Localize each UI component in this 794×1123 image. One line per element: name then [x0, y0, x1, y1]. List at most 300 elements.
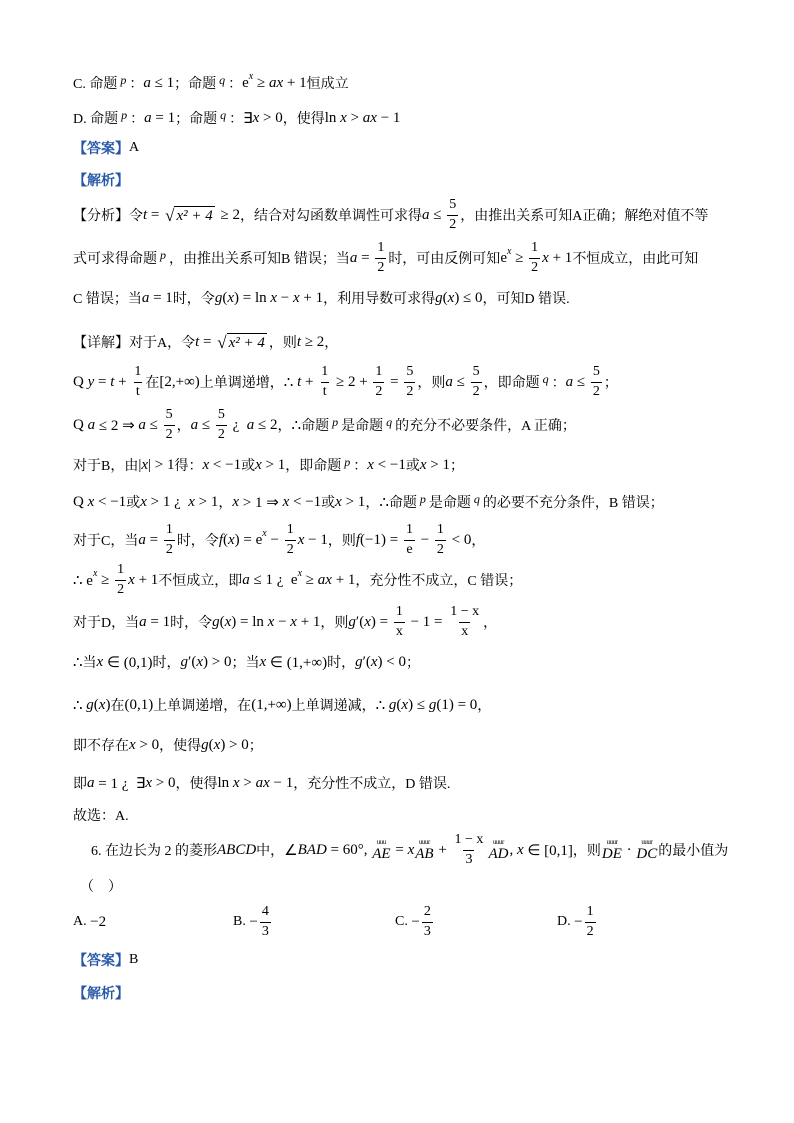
text-run: ，则: [327, 534, 356, 549]
proposition-variable: q: [542, 371, 549, 386]
fraction-numerator: 1: [436, 522, 444, 538]
math-run: ≤: [145, 416, 162, 433]
text-line: [73, 602, 497, 642]
text-line: [73, 63, 349, 103]
math-run: ∴: [291, 417, 302, 434]
text-run: ：: [353, 459, 368, 474]
math-variable: t: [297, 373, 302, 390]
text-run: ，利用导数可求得: [323, 292, 436, 307]
section-label: 【解析】: [73, 174, 129, 189]
fraction-numerator: 5: [592, 364, 600, 380]
text-line: [73, 763, 450, 803]
vector: [488, 839, 508, 862]
text-line: [73, 973, 129, 1013]
math-run: ≤ 1: [150, 74, 175, 91]
text-run: 的充分不必要条件，A 正确；: [395, 419, 576, 434]
fraction-numerator: 1: [405, 522, 413, 538]
answer-option: [73, 902, 106, 942]
math-variable: x: [255, 456, 262, 473]
text-run: 中，: [256, 844, 285, 859]
math-run: +: [301, 373, 318, 390]
text-run: 时，可由反例可知: [388, 252, 501, 267]
fraction-denominator: x: [395, 623, 403, 639]
math-run: ∃: [243, 110, 253, 127]
fraction: [453, 832, 486, 867]
fraction: [448, 604, 481, 639]
math-run: > 0: [135, 736, 160, 753]
fraction: [404, 364, 415, 399]
fraction-denominator: 2: [217, 426, 225, 442]
math-variable: x: [447, 289, 455, 306]
vector-name: AB: [415, 845, 434, 862]
math-run: | > 1: [148, 456, 175, 473]
fraction-numerator: 1: [586, 904, 594, 920]
math-run: > 1: [341, 493, 366, 510]
text-run: C 错误；当: [73, 292, 142, 307]
math-variable: x: [87, 493, 95, 510]
math-run: − 1: [269, 774, 294, 791]
fraction: [164, 407, 175, 442]
text-run: ：: [229, 112, 244, 127]
math-run: −: [277, 289, 293, 306]
text-run: D.: [557, 914, 575, 929]
text-run: D. 命题: [73, 112, 119, 127]
text-run: ，则: [572, 844, 601, 859]
math-run: ≤ 1 ¿ e: [249, 571, 298, 588]
vector-mark: uuur: [606, 837, 618, 846]
fraction: [447, 197, 458, 232]
text-run: 是命题: [341, 419, 384, 434]
text-run: ：: [228, 77, 243, 92]
text-run: ：: [551, 376, 566, 391]
fraction-numerator: 2: [423, 904, 431, 920]
answer-option: [233, 902, 273, 942]
text-run: （ ）: [80, 880, 122, 895]
math-run: = 1: [146, 613, 171, 630]
fraction-denominator: 2: [375, 383, 383, 399]
math-variable: BAD: [297, 841, 327, 858]
math-run: ≤: [198, 416, 214, 433]
math-variable: x: [227, 289, 234, 306]
text-run: 上单调递减，: [291, 699, 376, 714]
math-run: ¿: [228, 416, 247, 433]
fraction-numerator: 1: [377, 240, 385, 256]
math-run: > 1: [194, 493, 219, 510]
math-run: ) > 0: [202, 653, 232, 670]
math-variable: x: [335, 493, 342, 510]
math-variable: a: [242, 571, 250, 588]
math-variable: g: [180, 653, 189, 670]
math-variable: x: [227, 531, 235, 548]
math-variable: x: [196, 653, 203, 670]
text-run: 不恒成立，即: [158, 574, 243, 589]
math-run: −: [266, 531, 283, 548]
text-run: B: [129, 952, 139, 967]
text-run: 或: [321, 496, 336, 511]
math-run: ≥ 2: [216, 206, 240, 223]
text-run: ，结合对勾函数单调性可求得: [240, 209, 422, 224]
math-run: Q: [73, 493, 88, 510]
math-run: ≤ 2 ⇒: [95, 417, 139, 434]
math-run: (: [93, 696, 99, 713]
math-run: (1) = 0: [436, 696, 478, 713]
math-run: + 1: [331, 571, 356, 588]
math-variable: x: [232, 774, 240, 791]
math-run: ′(: [188, 653, 197, 670]
math-variable: ABCD: [217, 841, 257, 858]
text-run: 【分析】令: [73, 209, 143, 224]
math-variable: g: [428, 696, 437, 713]
vector-name: DE: [601, 845, 622, 862]
text-line: [73, 405, 576, 445]
text-run: ；命题: [175, 112, 218, 127]
math-run: (: [219, 613, 225, 630]
radicand: √ x² + 4: [228, 334, 265, 351]
text-run: ，则: [417, 376, 446, 391]
text-line: [73, 278, 570, 318]
square-root: [165, 206, 215, 225]
text-run: ；: [603, 376, 618, 391]
math-variable: x: [145, 774, 153, 791]
fraction-numerator: 5: [165, 407, 173, 423]
superscript: x: [248, 70, 254, 82]
math-variable: x: [96, 653, 104, 670]
math-run: >: [239, 774, 256, 791]
fraction: [115, 562, 126, 597]
math-run: ) ≤ 0: [454, 289, 483, 306]
math-run: ) = e: [234, 531, 263, 548]
fraction: [591, 364, 602, 399]
fraction: [585, 904, 596, 939]
text-run: 故选：A.: [73, 809, 129, 824]
fraction-denominator: 3: [465, 851, 473, 867]
math-run: < −1: [94, 493, 127, 510]
math-variable: g: [388, 696, 397, 713]
math-run: ln: [217, 774, 233, 791]
vector-name: AD: [488, 845, 509, 862]
fraction-denominator: 2: [165, 426, 173, 442]
math-variable: t: [110, 373, 115, 390]
math-run: e: [500, 249, 507, 266]
math-variable: g: [201, 736, 209, 753]
vector-name: DC: [636, 845, 658, 862]
math-run: ·: [622, 841, 636, 858]
math-run: ∈ [0,1]: [523, 842, 573, 859]
section-label: 【答案】: [73, 142, 129, 157]
fraction-numerator: 4: [261, 904, 269, 920]
proposition-variable: p: [332, 414, 339, 429]
math-run: ≥: [253, 74, 269, 91]
math-run: ∴ e: [73, 572, 93, 589]
fraction-denominator: 2: [449, 216, 457, 232]
text-line: [73, 445, 464, 485]
text-run: 即不存在: [73, 739, 129, 754]
text-line: [80, 866, 122, 906]
proposition-variable: q: [386, 414, 393, 429]
text-run: 不恒成立，由此可知: [572, 252, 699, 267]
math-run: = 1 ¿ ∃: [94, 775, 146, 792]
math-run: ≤: [573, 373, 589, 390]
math-run: (: [208, 736, 214, 753]
text-run: 上单调递增，在: [153, 699, 252, 714]
math-run: =: [147, 206, 164, 223]
math-variable: a: [87, 774, 95, 791]
section-label: 【解析】: [73, 987, 129, 1002]
math-run: + 1: [296, 613, 321, 630]
proposition-variable: p: [120, 72, 127, 87]
text-run: 或: [405, 459, 420, 474]
proposition-variable: p: [160, 247, 166, 262]
proposition-variable: p: [419, 491, 426, 506]
math-run: < −1: [209, 456, 242, 473]
text-run: ，充分性不成立，D 错误.: [293, 777, 451, 792]
fraction-denominator: 2: [165, 541, 173, 557]
proposition-variable: q: [473, 491, 480, 506]
math-run: + 1: [134, 571, 159, 588]
math-variable: a: [139, 613, 147, 630]
radicand: √ x² + 4: [176, 207, 213, 224]
fraction: [422, 904, 433, 939]
math-run: < −1: [289, 493, 322, 510]
text-run: ，则: [268, 336, 297, 351]
math-variable: g: [86, 696, 94, 713]
math-variable: g: [355, 653, 363, 670]
fraction: [285, 522, 296, 557]
text-run: 【详解】对于A，令: [73, 336, 196, 351]
math-variable: ax: [317, 571, 332, 588]
text-run: ，: [277, 419, 292, 434]
superscript: x: [262, 527, 267, 539]
text-run: ，使得: [175, 777, 218, 792]
fraction-numerator: 1: [286, 522, 294, 538]
math-variable: f: [218, 531, 223, 548]
math-run: = 60°,: [326, 841, 372, 858]
fraction-denominator: t: [135, 383, 140, 399]
math-variable: a: [143, 74, 151, 91]
math-variable: x: [419, 456, 427, 473]
math-run: ) = ln: [231, 613, 268, 630]
math-variable: x: [370, 653, 378, 670]
text-run: 时，: [327, 656, 356, 671]
math-variable: x: [542, 249, 549, 266]
fraction-denominator: 2: [406, 383, 414, 399]
math-variable: a: [349, 249, 358, 266]
text-run: 是命题: [428, 496, 471, 511]
math-variable: g: [435, 289, 443, 306]
math-variable: x: [270, 289, 278, 306]
math-variable: a: [246, 416, 255, 433]
math-run: −: [416, 531, 433, 548]
text-run: ；当: [231, 656, 260, 671]
fraction: [375, 240, 386, 275]
math-variable: x: [140, 493, 147, 510]
text-run: B.: [233, 914, 250, 929]
text-run: ，由推出关系可知A正确；解绝对值不等: [460, 209, 709, 224]
text-run: 对于C，当: [73, 534, 139, 549]
math-run: ∴: [73, 697, 87, 714]
math-run: < 0: [447, 531, 472, 548]
fraction-numerator: 1: [395, 604, 403, 620]
math-run: |: [138, 456, 142, 473]
text-run: 当: [82, 656, 97, 671]
math-variable: a: [190, 416, 199, 433]
vector-mark: uuur: [641, 837, 653, 846]
section-label: 【答案】: [73, 954, 129, 969]
text-run: ；命题: [174, 77, 217, 92]
math-run: +: [114, 373, 131, 390]
text-run: 时，令: [170, 616, 213, 631]
fraction-numerator: 1: [117, 562, 125, 578]
text-run: 对于B，由: [73, 459, 139, 474]
fraction-denominator: t: [322, 383, 327, 399]
text-run: 6. 在边长为 2 的菱形: [91, 844, 217, 859]
fraction-denominator: 2: [286, 541, 294, 557]
text-run: ：: [130, 112, 145, 127]
math-variable: x: [213, 736, 221, 753]
vector: [602, 839, 622, 862]
math-variable: x: [128, 571, 135, 588]
math-variable: ax: [362, 109, 377, 126]
vector: [372, 839, 390, 862]
fraction-denominator: x: [461, 623, 469, 639]
math-run: ∴: [283, 374, 298, 391]
text-run: 上单调递增，: [199, 376, 284, 391]
math-run: ln: [324, 109, 341, 126]
math-run: ∠: [284, 842, 298, 859]
math-run: + 1: [548, 249, 573, 266]
fraction-numerator: 1 − x: [450, 604, 480, 620]
text-run: ；: [248, 739, 263, 754]
math-variable: t: [296, 333, 302, 350]
text-run: ，可知D 错误.: [482, 292, 570, 307]
math-run: (−1) =: [360, 531, 402, 548]
text-line: [73, 195, 708, 235]
text-line: [91, 830, 728, 870]
math-variable: x: [259, 653, 267, 670]
text-run: 命题: [388, 496, 417, 511]
math-run: ≥: [511, 249, 528, 266]
math-run: > 0: [259, 109, 283, 126]
answer-option: [557, 902, 598, 942]
math-run: =: [94, 373, 111, 390]
math-run: (: [222, 289, 228, 306]
text-run: ：: [129, 77, 144, 92]
text-run: ，充分性不成立，C 错误；: [355, 574, 523, 589]
fraction: [164, 522, 175, 557]
math-variable: x: [98, 696, 106, 713]
math-variable: y: [87, 373, 95, 390]
math-run: > 1: [261, 456, 286, 473]
text-run: 时，: [152, 656, 181, 671]
text-line: [73, 362, 618, 402]
math-run: ≥: [97, 571, 114, 588]
text-run: 或: [241, 459, 256, 474]
text-run: 在: [110, 699, 125, 714]
math-run: e: [242, 74, 249, 91]
math-run: ): [105, 696, 111, 713]
text-run: 得：: [174, 459, 203, 474]
superscript: x: [297, 567, 303, 579]
text-run: ，使得: [282, 112, 325, 127]
vector: [415, 839, 433, 862]
math-run: + 1: [283, 74, 307, 91]
math-run: ≤: [452, 373, 469, 390]
math-variable: g: [212, 613, 220, 630]
math-variable: x: [129, 736, 136, 753]
math-variable: a: [138, 416, 146, 433]
math-variable: x: [401, 696, 409, 713]
math-run: (: [396, 696, 402, 713]
math-variable: t: [195, 333, 200, 350]
math-run: ≤: [429, 206, 446, 223]
math-run: =: [145, 531, 162, 548]
math-variable: a: [422, 206, 430, 223]
math-run: = 1: [151, 109, 176, 126]
text-run: ，: [483, 616, 498, 631]
fraction-numerator: 1: [165, 522, 173, 538]
math-variable: x: [293, 289, 300, 306]
proposition-variable: q: [220, 107, 227, 122]
text-run: ；: [449, 459, 464, 474]
text-run: ，即命题: [483, 376, 540, 391]
math-run: ∈ (1,+∞): [266, 654, 328, 671]
math-variable: x: [282, 493, 290, 510]
math-variable: x: [141, 456, 149, 473]
fraction-numerator: 1: [531, 240, 539, 256]
math-variable: t: [143, 206, 148, 223]
math-run: −: [574, 913, 583, 930]
text-run: 即: [73, 777, 87, 792]
text-run: ，: [218, 496, 233, 511]
fraction-denominator: 2: [117, 581, 125, 597]
math-run: ≥: [302, 571, 318, 588]
vector-mark: uuur: [493, 837, 504, 846]
math-run: ) =: [370, 613, 392, 630]
math-variable: x: [297, 531, 305, 548]
math-run: ) ≤: [408, 696, 429, 713]
vector-mark: uuur: [418, 837, 430, 846]
text-run: 命题: [301, 419, 330, 434]
text-run: ，: [477, 699, 492, 714]
proposition-variable: p: [344, 454, 351, 469]
answer-option: [395, 902, 435, 942]
math-run: ′(: [355, 613, 365, 630]
vector: [636, 839, 657, 862]
fraction: [529, 240, 540, 275]
fraction-denominator: 2: [592, 383, 600, 399]
fraction-numerator: 1: [375, 364, 383, 380]
math-variable: x: [267, 613, 275, 630]
math-run: (0,1): [124, 696, 154, 713]
fraction: [132, 364, 143, 399]
math-run: > 1 ⇒: [239, 494, 283, 511]
math-run: ≤ 2: [254, 416, 278, 433]
text-line: [73, 725, 263, 765]
fraction-numerator: 5: [449, 197, 457, 213]
text-line: [73, 520, 485, 560]
math-variable: f: [355, 531, 361, 548]
math-variable: x: [364, 613, 371, 630]
math-run: > 1 ¿: [146, 493, 189, 510]
math-run: (1,+∞): [251, 696, 292, 713]
text-line: [73, 685, 491, 725]
math-variable: x: [290, 613, 297, 630]
text-run: 时，令: [172, 292, 215, 307]
fraction: [471, 364, 482, 399]
math-variable: x: [252, 109, 260, 126]
math-run: ) < 0: [377, 653, 407, 670]
fraction-numerator: 5: [406, 364, 414, 380]
